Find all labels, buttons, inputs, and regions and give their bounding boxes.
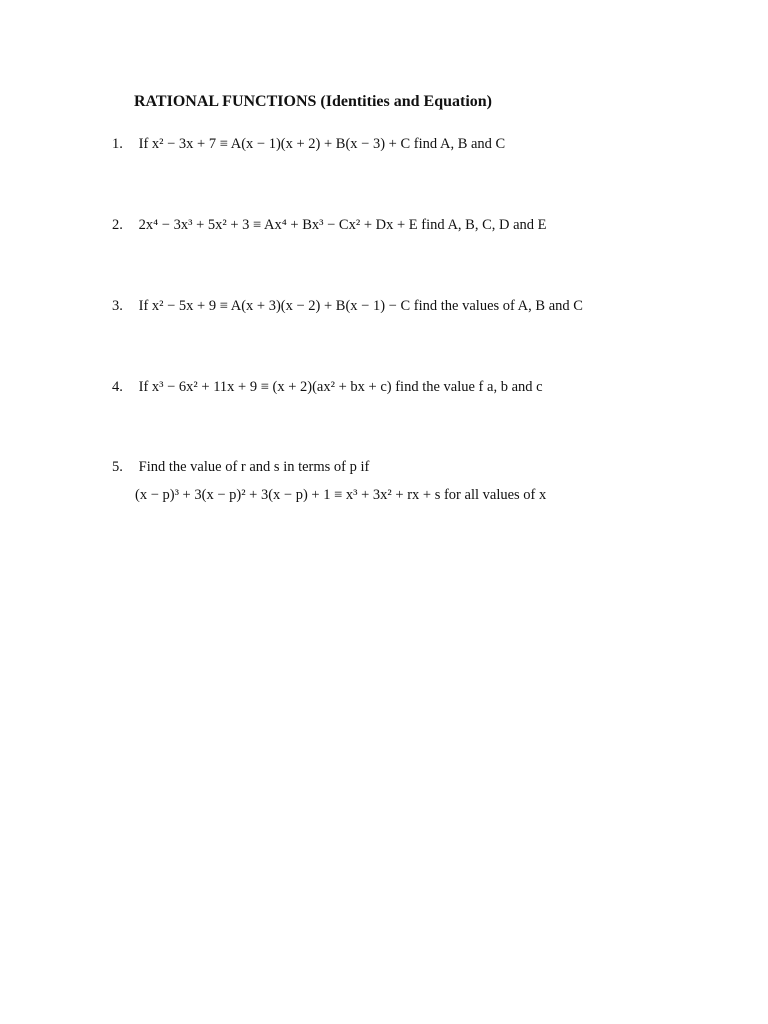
question-5-equation: (x − p)³ + 3(x − p)² + 3(x − p) + 1 ≡ x³ + 3x² + rx + s for all values of x — [135, 487, 547, 503]
question-text: If x² − 5x + 9 ≡ A(x + 3)(x − 2) + B(x − 1) − C find the values of A, B and C — [138, 298, 583, 314]
question-text: 2x⁴ − 3x³ + 5x² + 3 ≡ Ax⁴ + Bx³ − Cx² + Dx + E find A, B, C, D and E — [138, 217, 547, 233]
question-text: Find the value of r and s in terms of p if — [138, 459, 370, 475]
question-4 — [112, 377, 543, 397]
question-text: If x³ − 6x² + 11x + 9 ≡ (x + 2)(ax² + bx + c) find the value f a, b and c — [138, 379, 543, 395]
question-text: If x² − 3x + 7 ≡ A(x − 1)(x + 2) + B(x − 3) + C find A, B and C — [138, 136, 506, 152]
question-number: 5. — [112, 459, 123, 475]
question-number: 4. — [112, 379, 123, 395]
question-5 — [112, 457, 369, 477]
question-number: 1. — [112, 136, 123, 152]
question-number: 2. — [112, 217, 123, 233]
question-1 — [112, 134, 505, 154]
question-3 — [112, 296, 583, 316]
question-2 — [112, 215, 547, 235]
document-title: RATIONAL FUNCTIONS (Identities and Equation) — [134, 93, 492, 110]
question-number: 3. — [112, 298, 123, 314]
